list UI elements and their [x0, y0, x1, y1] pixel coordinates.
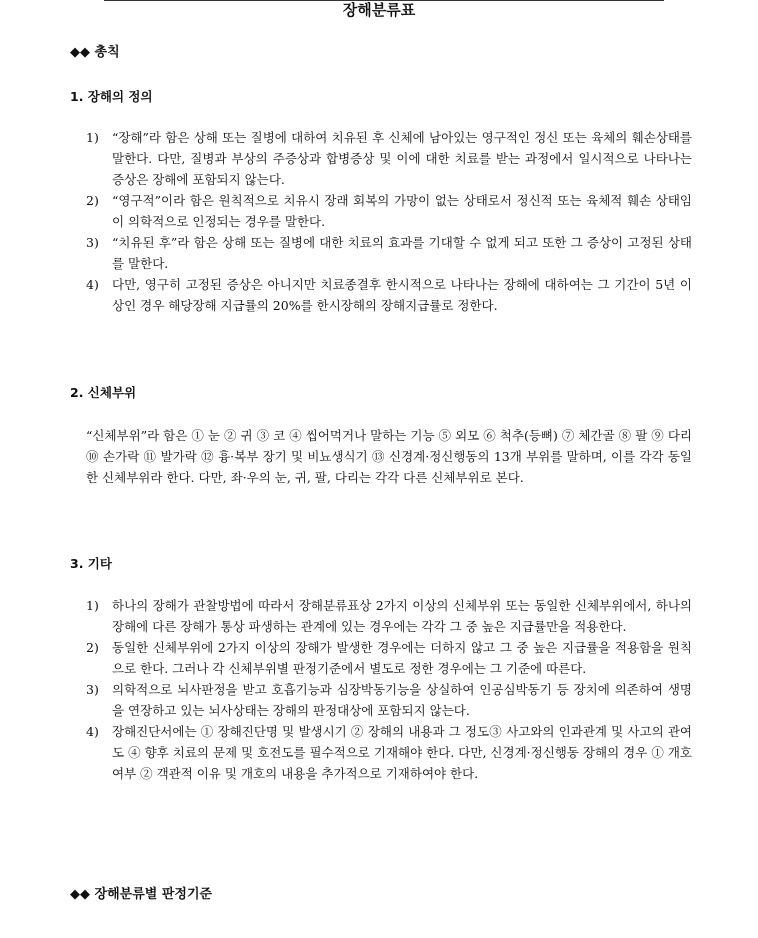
other-list: [86, 595, 692, 784]
page-title: 장해분류표: [342, 1, 416, 19]
general-provisions-marker: ◆◆ 총칙: [70, 45, 120, 60]
definition-list: [86, 127, 692, 316]
list-item: 3) 의학적으로 뇌사판정을 받고 호흡기능과 심장박동기능을 상실하여 인공심박동기 등 장치에 의존하여 생명을 연장하고 있는 뇌사상태는 장해의 판정대상에 포함되지 않는다.: [86, 682, 692, 718]
heading-body-parts: 2. 신체부위: [70, 385, 137, 400]
list-item: 2) 동일한 신체부위에 2가지 이상의 장해가 발생한 경우에는 더하지 않고 그 중 높은 지급률을 적용함을 원칙으로 한다. 그러나 각 신체부위별 판정기준에서 별도로 정한 경우에는 그 기준에 따른다.: [86, 640, 692, 676]
list-item: 4) 장해진단서에는 ① 장해진단명 및 발생시기 ② 장해의 내용과 그 정도③ 사고와의 인과관계 및 사고의 관여도 ④ 향후 치료의 문제 및 호전도를 필수적으로 기재해야 한다. 다만, 신경계·정신행동 장해의 경우 ① 개호여부 ② 객관적 이유 및 개호의 내용을 추가적으로 기재하여야 한다.: [86, 724, 692, 781]
body-parts-paragraph: “신체부위”라 함은 ① 눈 ② 귀 ③ 코 ④ 씹어먹거나 말하는 기능 ⑤ 외모 ⑥ 척추(등뼈) ⑦ 체간골 ⑧ 팔 ⑨ 다리 ⑩ 손가락 ⑪ 발가락 ⑫ 흉·복부 장기 및 비뇨생식기 ⑬ 신경계·정신행동의 13개 부위를 말하며, 이를 각각 동일한 신체부위라 한다. 다만, 좌·우의 눈, 귀, 팔, 다리는 각각 다른 신체부위로 본다.: [86, 428, 692, 485]
list-item: 4) 다만, 영구히 고정된 증상은 아니지만 치료종결후 한시적으로 나타나는 장해에 대하여는 그 기간이 5년 이상인 경우 해당장해 지급률의 20%를 한시장해의 장해지급률로 정한다.: [86, 277, 692, 313]
heading-definition: 1. 장해의 정의: [70, 89, 153, 104]
list-item: 2) “영구적”이라 함은 원칙적으로 치유시 장래 회복의 가망이 없는 상태로서 정신적 또는 육체적 훼손 상태임이 의학적으로 인정되는 경우를 말한다.: [86, 193, 692, 229]
criteria-marker: ◆◆ 장해분류별 판정기준: [70, 887, 213, 902]
list-item: 1) 하나의 장해가 관찰방법에 따라서 장해분류표상 2가지 이상의 신체부위 또는 동일한 신체부위에서, 하나의 장해에 다른 장해가 통상 파생하는 관계에 있는 경우에는 각각 그 중 높은 지급률만을 적용한다.: [86, 598, 692, 634]
list-item: 3) “치유된 후”라 함은 상해 또는 질병에 대한 치료의 효과를 기대할 수 없게 되고 또한 그 증상이 고정된 상태를 말한다.: [86, 235, 692, 271]
heading-other: 3. 기타: [70, 556, 112, 571]
list-item: 1) “장해”라 함은 상해 또는 질병에 대하여 치유된 후 신체에 남아있는 영구적인 정신 또는 육체의 훼손상태를 말한다. 다만, 질병과 부상의 주증상과 합병증상 및 이에 대한 치료를 받는 과정에서 일시적으로 나타나는 증상은 장해에 포함되지 않는다.: [86, 130, 692, 187]
